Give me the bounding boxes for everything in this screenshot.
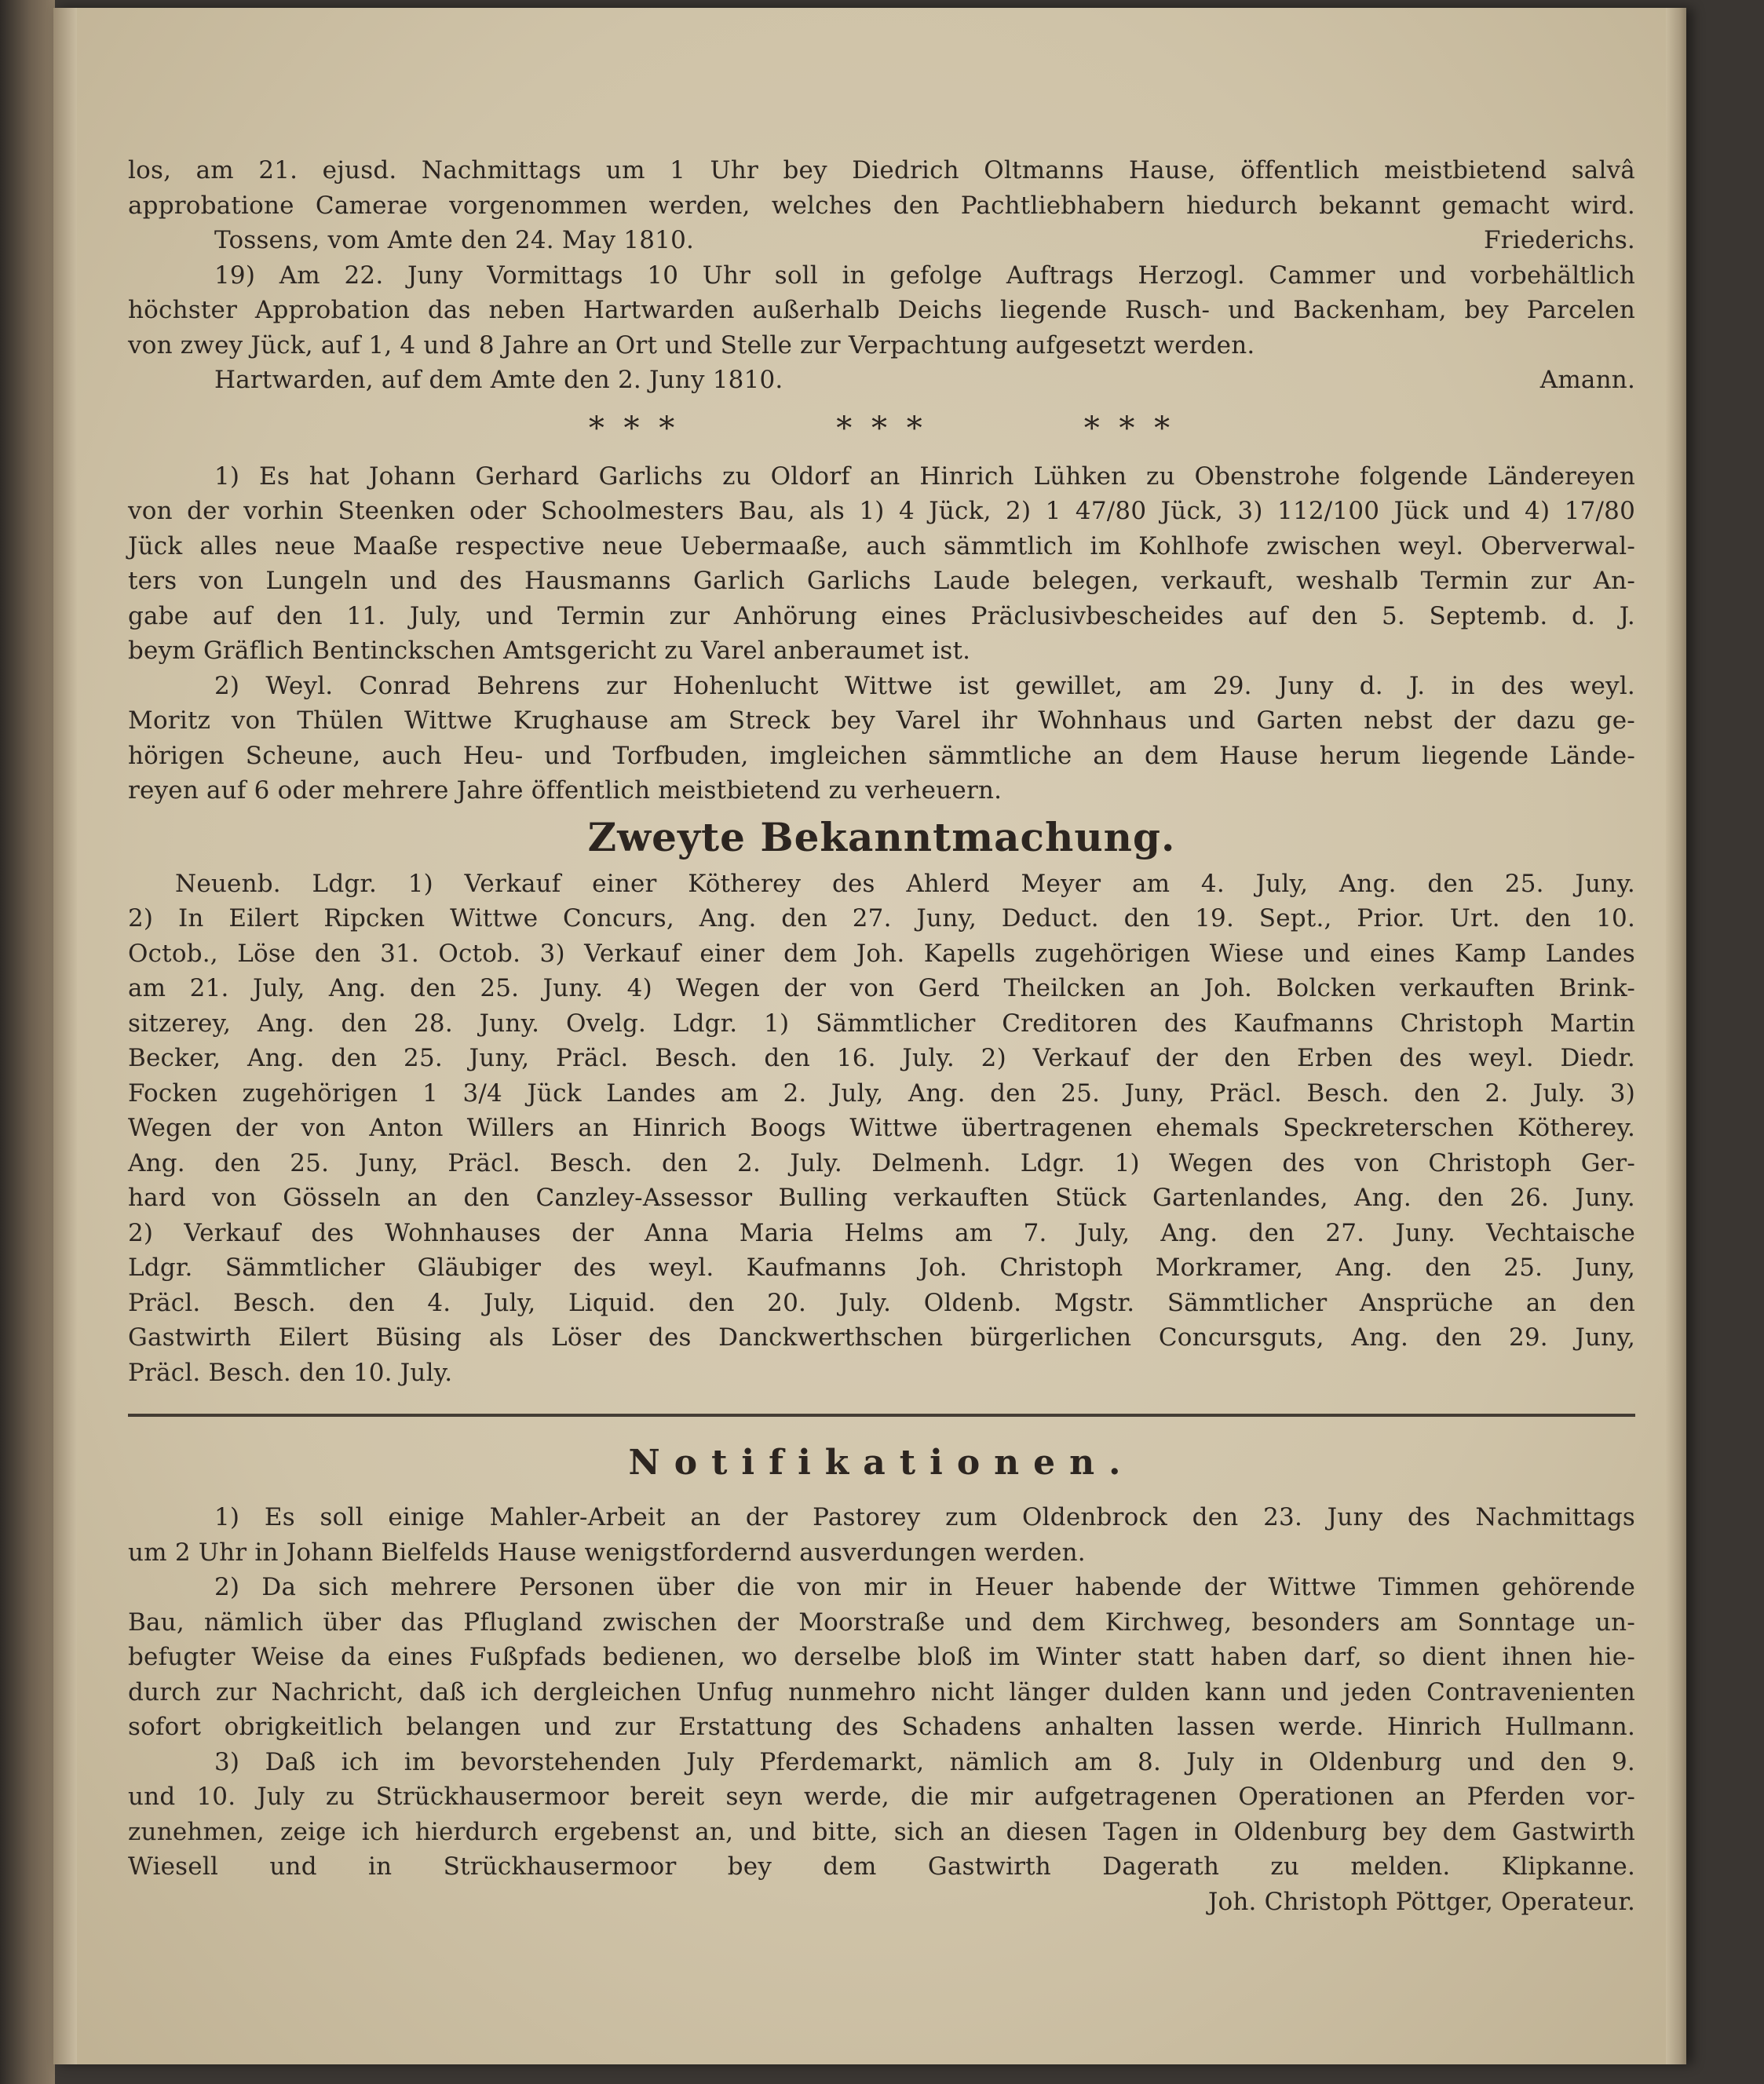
- text-line: reyen auf 6 oder mehrere Jahre öffentlich meistbietend zu verheuern.: [128, 776, 1003, 805]
- text-line: um 2 Uhr in Johann Bielfelds Hause wenigstfordernd ausverdungen werden.: [128, 1538, 1086, 1567]
- asterism-separator: [128, 398, 1635, 459]
- text-line: 1) Es soll einige Mahler-Arbeit an der Pastorey zum Oldenbrock den 23. Juny des Nachmittags: [214, 1503, 1635, 1531]
- page-text: [128, 153, 1635, 1919]
- signatory: Amann.: [1539, 366, 1635, 394]
- text-line: hard von Gösseln an den Canzley-Assessor Bulling verkauften Stück Gartenlandes, Ang. den 26. Juny.: [128, 1184, 1635, 1212]
- text-line: beym Gräflich Bentinckschen Amtsgericht zu Varel anberaumet ist.: [128, 637, 971, 665]
- asterism: * * *: [1083, 410, 1175, 447]
- document-page: [53, 8, 1686, 2064]
- closing-signature: Joh. Christoph Pöttger, Operateur.: [1207, 1887, 1635, 1916]
- text-line: 2) In Eilert Ripcken Wittwe Concurs, Ang. den 27. Juny, Deduct. den 19. Sept., Prior. Urt. den 10.: [128, 904, 1635, 933]
- text-line: Ldgr. Sämmtlicher Gläubiger des weyl. Kaufmanns Joh. Christoph Morkramer, Ang. den 25. Juny,: [128, 1254, 1635, 1282]
- text-line: Moritz von Thülen Wittwe Krughause am Streck bey Varel ihr Wohnhaus und Garten nebst der dazu ge-: [128, 706, 1635, 735]
- text-line: gabe auf den 11. July, und Termin zur Anhörung eines Präclusivbescheides auf den 5. Septemb. d. J.: [128, 601, 1635, 630]
- text-line: Octob., Löse den 31. Octob. 3) Verkauf einer dem Joh. Kapells zugehörigen Wiese und eines Kamp Landes: [128, 939, 1635, 968]
- notice-block-court: [128, 867, 1635, 1391]
- text-line: Präcl. Besch. den 4. July, Liquid. den 20. July. Oldenb. Mgstr. Sämmtlicher Ansprüche an den: [128, 1288, 1635, 1317]
- place-date: Hartwarden, auf dem Amte den 2. Juny 1810.: [214, 366, 783, 394]
- text-line: höchster Approbation das neben Hartwarden außerhalb Deichs liegende Rusch- und Backenham, bey Parcelen: [128, 296, 1635, 324]
- signature-line: [128, 223, 1635, 258]
- text-line: 2) Da sich mehrere Personen über die von mir in Heuer habende der Wittwe Timmen gehörende: [214, 1573, 1635, 1601]
- signature-line: [128, 363, 1635, 398]
- page-gutter: [53, 8, 77, 2064]
- signatory: Friederichs.: [1483, 226, 1635, 254]
- text-line: Bau, nämlich über das Pflugland zwischen der Moorstraße und dem Kirchweg, besonders am Sonntage un-: [128, 1608, 1635, 1637]
- text-line: Neuenb. Ldgr. 1) Verkauf einer Kötherey des Ahlerd Meyer am 4. July, Ang. den 25. Juny.: [175, 869, 1635, 898]
- notice-block-continuation: [128, 153, 1635, 258]
- text-line: von zwey Jück, auf 1, 4 und 8 Jahre an Ort und Stelle zur Verpachtung aufgesetzt werden.: [128, 330, 1255, 359]
- text-line: ters von Lungeln und des Hausmanns Garlich Garlichs Laude belegen, verkauft, weshalb Termin zur An-: [128, 567, 1635, 595]
- text-line: los, am 21. ejusd. Nachmittags um 1 Uhr bey Diedrich Oltmanns Hause, öffentlich meistbietend salvâ: [128, 156, 1635, 184]
- section-heading-notifikationen: Notifikationen.: [628, 1443, 1135, 1483]
- place-date: Tossens, vom Amte den 24. May 1810.: [214, 226, 695, 254]
- text-line: sofort obrigkeitlich belangen und zur Erstattung des Schadens anhalten lassen werde. Hinrich Hullmann.: [128, 1713, 1635, 1741]
- text-line: zunehmen, zeige ich hierdurch ergebenst an, und bitte, sich an diesen Tagen in Oldenburg bey dem Gastwirth: [128, 1817, 1635, 1846]
- text-line: durch zur Nachricht, daß ich dergleichen Unfug nunmehro nicht länger dulden kann und jeden Contravenienten: [128, 1677, 1635, 1706]
- previous-page-edge: [0, 0, 55, 2084]
- text-line: hörigen Scheune, auch Heu- und Torfbuden, imgleichen sämmtliche an dem Hause herum liegende Lände-: [128, 741, 1635, 770]
- section-divider: [128, 1414, 1635, 1417]
- text-line: 3) Daß ich im bevorstehenden July Pferdemarkt, nämlich am 8. July in Oldenburg und den 9.: [214, 1747, 1635, 1776]
- text-line: 2) Verkauf des Wohnhauses der Anna Maria Helms am 7. July, Ang. den 27. Juny. Vechtaische: [128, 1218, 1635, 1247]
- text-line: Ang. den 25. Juny, Präcl. Besch. den 2. July. Delmenh. Ldgr. 1) Wegen des von Christoph Ger-: [128, 1148, 1635, 1177]
- text-line: Wiesell und in Strückhausermoor bey dem Gastwirth Dagerath zu melden. Klipkanne.: [128, 1852, 1635, 1881]
- text-line: Präcl. Besch. den 10. July.: [128, 1358, 453, 1387]
- text-line: 19) Am 22. Juny Vormittags 10 Uhr soll in gefolge Auftrags Herzogl. Cammer und vorbehältlich: [214, 261, 1635, 290]
- text-line: am 21. July, Ang. den 25. Juny. 4) Wegen der von Gerd Theilcken an Joh. Bolcken verkauften Brink-: [128, 974, 1635, 1002]
- text-line: Gastwirth Eilert Büsing als Löser des Danckwerthschen bürgerlichen Concursguts, Ang. den 29. Juny,: [128, 1323, 1635, 1352]
- text-line: 1) Es hat Johann Gerhard Garlichs zu Oldorf an Hinrich Lühken zu Obenstrohe folgende Ländereyen: [214, 462, 1635, 491]
- text-line: sitzerey, Ang. den 28. Juny. Ovelg. Ldgr. 1) Sämmtlicher Creditoren des Kaufmanns Christoph Martin: [128, 1009, 1635, 1038]
- text-line: 2) Weyl. Conrad Behrens zur Hohenlucht Wittwe ist gewillet, am 29. Juny d. J. in des weyl.: [214, 671, 1635, 700]
- text-line: und 10. July zu Strückhausermoor bereit seyn werde, die mir aufgetragenen Operationen an Pferden vor-: [128, 1783, 1635, 1811]
- text-line: Becker, Ang. den 25. Juny, Präcl. Besch. den 16. July. 2) Verkauf der den Erben des weyl. Diedr.: [128, 1044, 1635, 1072]
- text-line: von der vorhin Steenken oder Schoolmesters Bau, als 1) 4 Jück, 2) 1 47/80 Jück, 3) 112/100 Jück und 4) 17/80: [128, 497, 1635, 525]
- text-line: Wegen der von Anton Willers an Hinrich Boogs Wittwe übertragenen ehemals Speckreterschen Kötherey.: [128, 1114, 1635, 1142]
- asterism: * * *: [836, 410, 927, 447]
- notice-block-19: [128, 258, 1635, 398]
- text-line: befugter Weise da eines Fußpfads bedienen, wo derselbe bloß im Winter statt haben darf, so dient ihnen hie-: [128, 1643, 1635, 1671]
- asterism: * * *: [588, 410, 680, 447]
- text-line: approbatione Camerae vorgenommen werden, welches den Pachtliebhabern hiedurch bekannt gemacht wird.: [128, 191, 1635, 220]
- notice-block-sales: [128, 459, 1635, 808]
- section-heading-bekanntmachung: Zweyte Bekanntmachung.: [587, 813, 1176, 860]
- notice-block-notifications: [128, 1500, 1635, 1919]
- text-line: Jück alles neue Maaße respective neue Uebermaaße, auch sämmtlich im Kohlhofe zwischen weyl. Oberverwal-: [128, 531, 1635, 560]
- text-line: Focken zugehörigen 1 3/4 Jück Landes am 2. July, Ang. den 25. Juny, Präcl. Besch. den 2. July. 3): [128, 1078, 1635, 1108]
- page-edge: [1666, 8, 1686, 2064]
